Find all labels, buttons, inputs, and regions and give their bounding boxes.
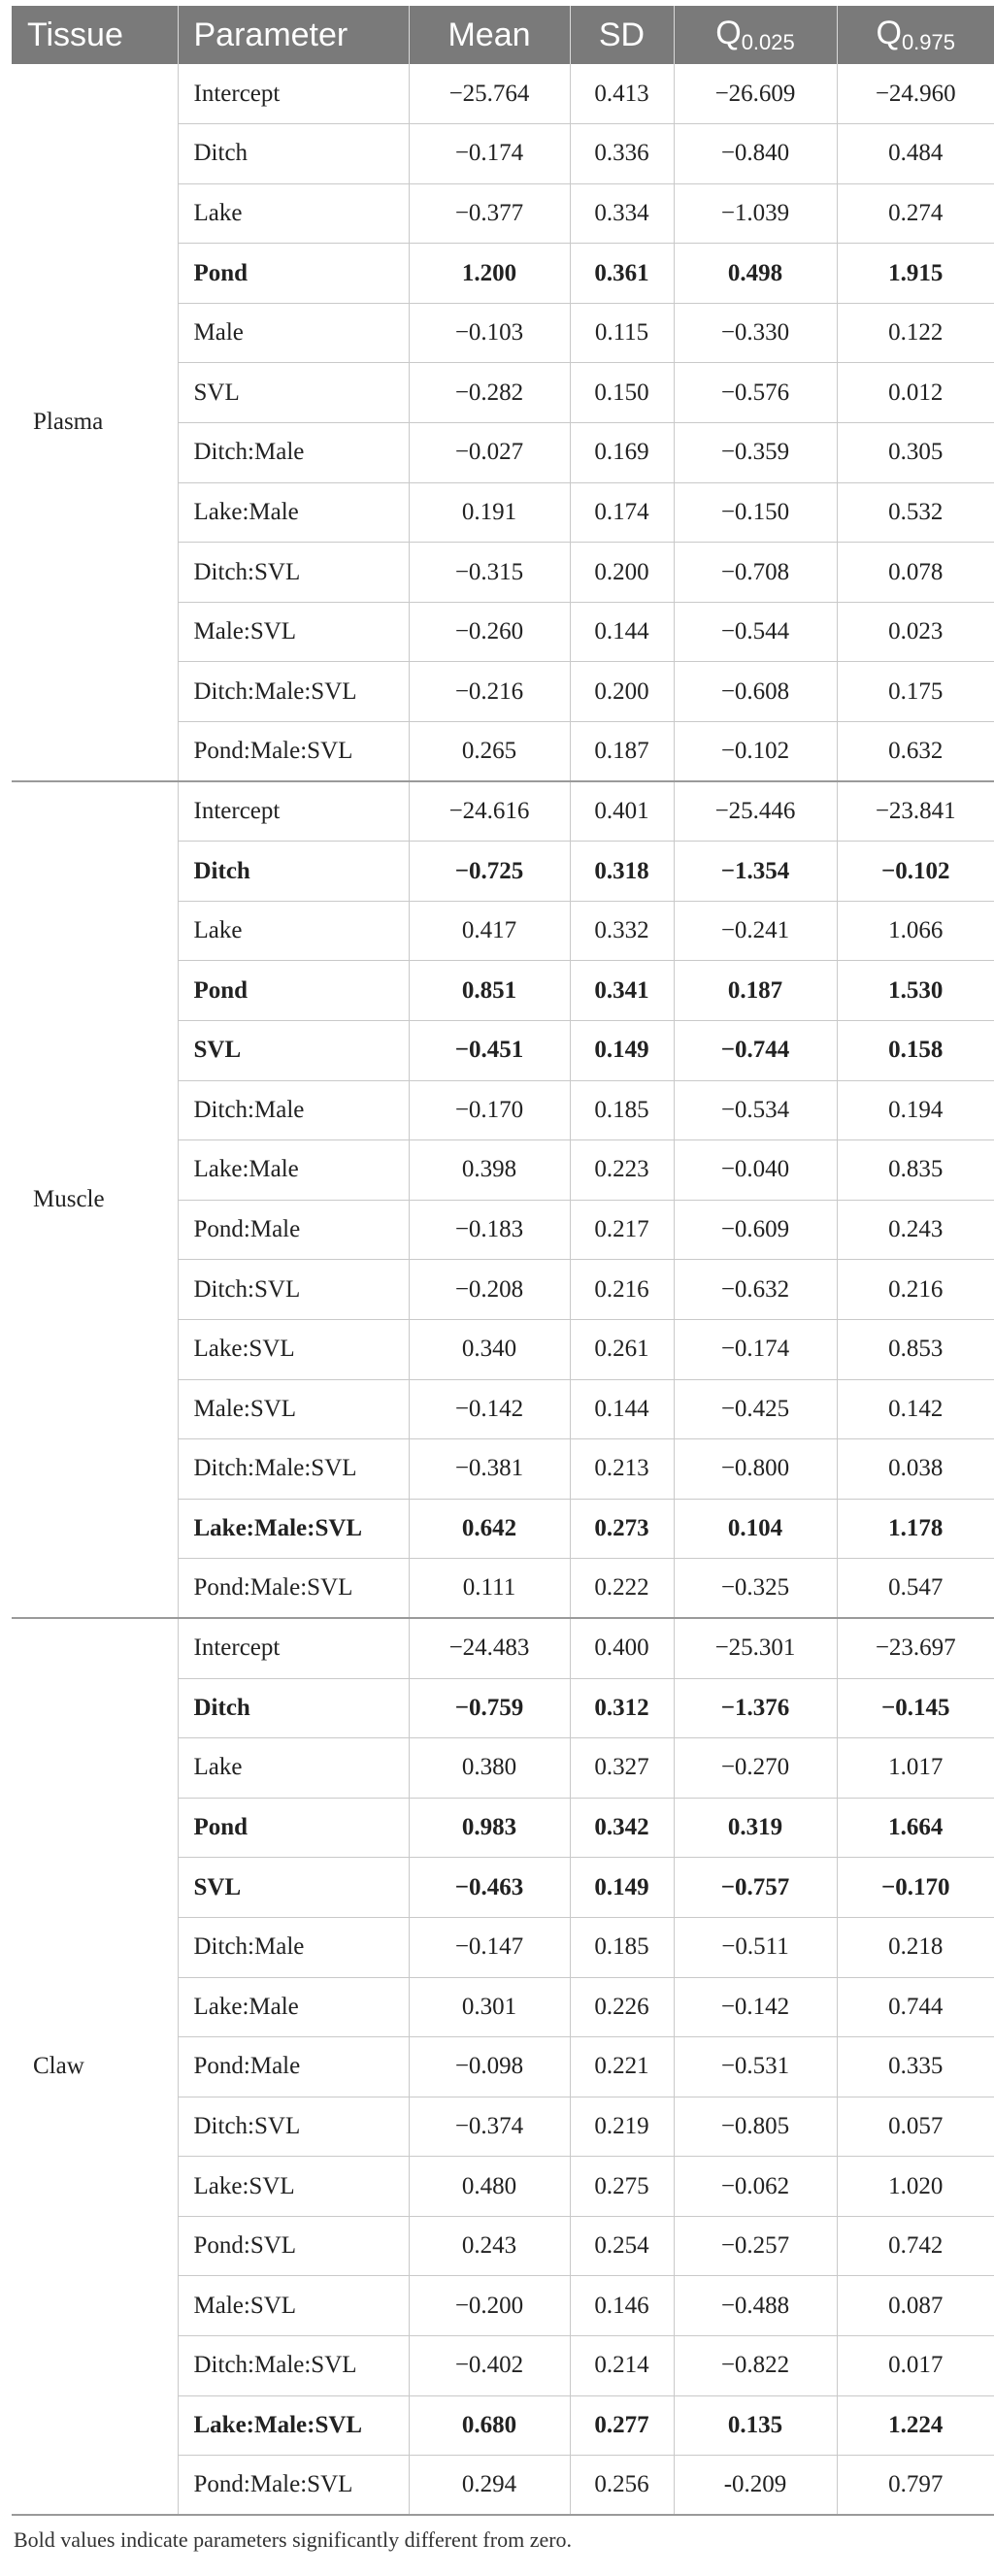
header-q-lower-base: Q (715, 15, 742, 51)
mean-cell: −0.759 (409, 1678, 570, 1738)
mean-cell: −25.764 (409, 64, 570, 124)
q-lower-cell: −0.840 (674, 124, 837, 184)
sd-cell: 0.149 (570, 1858, 674, 1918)
parameter-cell: Lake:Male:SVL (178, 1499, 409, 1559)
q-upper-cell: 1.017 (837, 1738, 994, 1799)
sd-cell: 0.277 (570, 2395, 674, 2456)
sd-cell: 0.226 (570, 1977, 674, 2037)
mean-cell: −24.616 (409, 781, 570, 842)
table-row (12, 64, 994, 124)
parameter-cell: Ditch:SVL (178, 543, 409, 603)
q-upper-cell: 0.023 (837, 602, 994, 662)
parameter-cell: Ditch (178, 1678, 409, 1738)
mean-cell: −0.183 (409, 1200, 570, 1260)
header-parameter: Parameter (178, 6, 409, 64)
q-lower-cell: −0.708 (674, 543, 837, 603)
q-lower-cell: −25.301 (674, 1618, 837, 1678)
q-upper-cell: 0.243 (837, 1200, 994, 1260)
mean-cell: −0.402 (409, 2336, 570, 2396)
q-upper-cell: 0.742 (837, 2216, 994, 2276)
q-lower-cell: −26.609 (674, 64, 837, 124)
parameter-cell: Lake:SVL (178, 2157, 409, 2217)
q-lower-cell: −0.576 (674, 363, 837, 423)
q-lower-cell: −0.142 (674, 1977, 837, 2037)
parameter-cell: Ditch:Male:SVL (178, 1439, 409, 1500)
q-upper-cell: 0.835 (837, 1140, 994, 1201)
sd-cell: 0.221 (570, 2037, 674, 2097)
q-upper-cell: −23.697 (837, 1618, 994, 1678)
q-lower-cell: −0.330 (674, 303, 837, 363)
header-q-lower (674, 6, 837, 64)
q-lower-cell: −0.805 (674, 2097, 837, 2157)
sd-cell: 0.144 (570, 602, 674, 662)
parameter-cell: Pond:Male:SVL (178, 722, 409, 782)
parameter-cell: Pond:Male (178, 2037, 409, 2097)
q-upper-cell: 1.020 (837, 2157, 994, 2217)
header-tissue: Tissue (12, 6, 178, 64)
mean-cell: −24.483 (409, 1618, 570, 1678)
sd-cell: 0.312 (570, 1678, 674, 1738)
q-upper-cell: 0.175 (837, 662, 994, 722)
results-table (12, 6, 994, 2516)
mean-cell: −0.200 (409, 2276, 570, 2336)
mean-cell: −0.282 (409, 363, 570, 423)
q-upper-cell: 0.216 (837, 1260, 994, 1320)
parameter-cell: Lake:Male:SVL (178, 2395, 409, 2456)
table-row (12, 781, 994, 842)
q-lower-cell: −0.174 (674, 1319, 837, 1379)
parameter-cell: Pond (178, 1798, 409, 1858)
parameter-cell: Intercept (178, 1618, 409, 1678)
mean-cell: −0.315 (409, 543, 570, 603)
sd-cell: 0.219 (570, 2097, 674, 2157)
q-upper-cell: 0.335 (837, 2037, 994, 2097)
sd-cell: 0.327 (570, 1738, 674, 1799)
parameter-cell: SVL (178, 363, 409, 423)
parameter-cell: Pond:Male (178, 1200, 409, 1260)
sd-cell: 0.200 (570, 543, 674, 603)
sd-cell: 0.115 (570, 303, 674, 363)
parameter-cell: Lake:Male (178, 1140, 409, 1201)
tissue-cell: Plasma (12, 64, 178, 781)
mean-cell: 0.417 (409, 901, 570, 961)
mean-cell: 0.680 (409, 2395, 570, 2456)
q-upper-cell: −0.170 (837, 1858, 994, 1918)
sd-cell: 0.401 (570, 781, 674, 842)
q-lower-cell: −1.376 (674, 1678, 837, 1738)
mean-cell: 0.398 (409, 1140, 570, 1201)
q-upper-cell: 0.012 (837, 363, 994, 423)
q-upper-cell: −24.960 (837, 64, 994, 124)
q-lower-cell: −0.544 (674, 602, 837, 662)
sd-cell: 0.223 (570, 1140, 674, 1201)
q-lower-cell: −0.102 (674, 722, 837, 782)
tissue-cell: Claw (12, 1618, 178, 2515)
sd-cell: 0.334 (570, 183, 674, 244)
mean-cell: −0.174 (409, 124, 570, 184)
table-row (12, 1618, 994, 1678)
mean-cell: 0.480 (409, 2157, 570, 2217)
mean-cell: −0.381 (409, 1439, 570, 1500)
q-lower-cell: −0.531 (674, 2037, 837, 2097)
q-lower-cell: −0.609 (674, 1200, 837, 1260)
q-upper-cell: 1.066 (837, 901, 994, 961)
sd-cell: 0.149 (570, 1021, 674, 1081)
mean-cell: −0.451 (409, 1021, 570, 1081)
q-lower-cell: −0.325 (674, 1559, 837, 1619)
sd-cell: 0.261 (570, 1319, 674, 1379)
header-q-upper-base: Q (876, 15, 902, 51)
parameter-cell: Pond (178, 961, 409, 1021)
sd-cell: 0.254 (570, 2216, 674, 2276)
sd-cell: 0.217 (570, 1200, 674, 1260)
q-upper-cell: 1.530 (837, 961, 994, 1021)
parameter-cell: Lake (178, 901, 409, 961)
table-header (12, 6, 994, 64)
q-lower-cell: −1.354 (674, 842, 837, 902)
q-upper-cell: 0.744 (837, 1977, 994, 2037)
mean-cell: −0.377 (409, 183, 570, 244)
mean-cell: 0.111 (409, 1559, 570, 1619)
q-lower-cell: −0.040 (674, 1140, 837, 1201)
q-upper-cell: 0.142 (837, 1379, 994, 1439)
mean-cell: 0.642 (409, 1499, 570, 1559)
q-lower-cell: −0.744 (674, 1021, 837, 1081)
q-lower-cell: −0.488 (674, 2276, 837, 2336)
sd-cell: 0.169 (570, 423, 674, 483)
sd-cell: 0.342 (570, 1798, 674, 1858)
q-upper-cell: −0.145 (837, 1678, 994, 1738)
mean-cell: −0.374 (409, 2097, 570, 2157)
q-upper-cell: 0.087 (837, 2276, 994, 2336)
parameter-cell: Intercept (178, 64, 409, 124)
sd-cell: 0.361 (570, 244, 674, 304)
sd-cell: 0.341 (570, 961, 674, 1021)
mean-cell: 0.294 (409, 2456, 570, 2516)
parameter-cell: Lake:SVL (178, 1319, 409, 1379)
q-upper-cell: −23.841 (837, 781, 994, 842)
parameter-cell: Ditch:Male (178, 1917, 409, 1977)
sd-cell: 0.273 (570, 1499, 674, 1559)
q-lower-cell: −0.257 (674, 2216, 837, 2276)
sd-cell: 0.336 (570, 124, 674, 184)
q-lower-cell: 0.187 (674, 961, 837, 1021)
sd-cell: 0.213 (570, 1439, 674, 1500)
q-lower-cell: -0.209 (674, 2456, 837, 2516)
q-lower-cell: −0.800 (674, 1439, 837, 1500)
sd-cell: 0.187 (570, 722, 674, 782)
q-upper-cell: 0.484 (837, 124, 994, 184)
q-upper-cell: 0.218 (837, 1917, 994, 1977)
parameter-cell: Male (178, 303, 409, 363)
mean-cell: 0.265 (409, 722, 570, 782)
q-upper-cell: 0.797 (837, 2456, 994, 2516)
q-upper-cell: 0.122 (837, 303, 994, 363)
parameter-cell: Male:SVL (178, 602, 409, 662)
q-lower-cell: −0.425 (674, 1379, 837, 1439)
sd-cell: 0.150 (570, 363, 674, 423)
q-lower-cell: −0.359 (674, 423, 837, 483)
sd-cell: 0.400 (570, 1618, 674, 1678)
q-lower-cell: −0.608 (674, 662, 837, 722)
mean-cell: −0.027 (409, 423, 570, 483)
q-upper-cell: 1.224 (837, 2395, 994, 2456)
q-upper-cell: 0.038 (837, 1439, 994, 1500)
mean-cell: −0.142 (409, 1379, 570, 1439)
mean-cell: −0.260 (409, 602, 570, 662)
header-q-upper (837, 6, 994, 64)
sd-cell: 0.146 (570, 2276, 674, 2336)
sd-cell: 0.216 (570, 1260, 674, 1320)
parameter-cell: Pond:Male:SVL (178, 2456, 409, 2516)
parameter-cell: Ditch:Male:SVL (178, 2336, 409, 2396)
q-lower-cell: −0.511 (674, 1917, 837, 1977)
parameter-cell: Intercept (178, 781, 409, 842)
sd-cell: 0.200 (570, 662, 674, 722)
q-lower-cell: −0.822 (674, 2336, 837, 2396)
mean-cell: −0.463 (409, 1858, 570, 1918)
mean-cell: 0.301 (409, 1977, 570, 2037)
q-upper-cell: −0.102 (837, 842, 994, 902)
q-upper-cell: 1.178 (837, 1499, 994, 1559)
mean-cell: −0.098 (409, 2037, 570, 2097)
parameter-cell: Ditch (178, 124, 409, 184)
sd-cell: 0.413 (570, 64, 674, 124)
parameter-cell: SVL (178, 1021, 409, 1081)
parameter-cell: Male:SVL (178, 1379, 409, 1439)
sd-cell: 0.185 (570, 1080, 674, 1140)
parameter-cell: Ditch:Male:SVL (178, 662, 409, 722)
parameter-cell: Lake:Male (178, 1977, 409, 2037)
parameter-cell: Ditch:SVL (178, 2097, 409, 2157)
sd-cell: 0.214 (570, 2336, 674, 2396)
q-lower-cell: −0.241 (674, 901, 837, 961)
sd-cell: 0.256 (570, 2456, 674, 2516)
q-lower-cell: 0.498 (674, 244, 837, 304)
q-upper-cell: 0.017 (837, 2336, 994, 2396)
mean-cell: −0.147 (409, 1917, 570, 1977)
q-lower-cell: −0.150 (674, 482, 837, 543)
parameter-cell: Pond:SVL (178, 2216, 409, 2276)
q-upper-cell: 0.158 (837, 1021, 994, 1081)
q-lower-cell: −0.632 (674, 1260, 837, 1320)
parameter-cell: Male:SVL (178, 2276, 409, 2336)
q-upper-cell: 0.632 (837, 722, 994, 782)
q-upper-cell: 0.532 (837, 482, 994, 543)
header-sd: SD (570, 6, 674, 64)
parameter-cell: Lake (178, 1738, 409, 1799)
q-lower-cell: −0.062 (674, 2157, 837, 2217)
parameter-cell: Lake:Male (178, 482, 409, 543)
mean-cell: −0.103 (409, 303, 570, 363)
mean-cell: 1.200 (409, 244, 570, 304)
header-q-lower-sub: 0.025 (741, 30, 795, 54)
q-upper-cell: 0.078 (837, 543, 994, 603)
mean-cell: −0.725 (409, 842, 570, 902)
parameter-cell: Pond:Male:SVL (178, 1559, 409, 1619)
sd-cell: 0.332 (570, 901, 674, 961)
q-upper-cell: 0.194 (837, 1080, 994, 1140)
mean-cell: 0.191 (409, 482, 570, 543)
parameter-cell: Pond (178, 244, 409, 304)
mean-cell: 0.380 (409, 1738, 570, 1799)
mean-cell: 0.340 (409, 1319, 570, 1379)
mean-cell: 0.243 (409, 2216, 570, 2276)
q-upper-cell: 1.664 (837, 1798, 994, 1858)
mean-cell: −0.216 (409, 662, 570, 722)
sd-cell: 0.144 (570, 1379, 674, 1439)
q-upper-cell: 0.853 (837, 1319, 994, 1379)
parameter-cell: Ditch:Male (178, 1080, 409, 1140)
mean-cell: 0.983 (409, 1798, 570, 1858)
q-lower-cell: −0.534 (674, 1080, 837, 1140)
parameter-cell: Lake (178, 183, 409, 244)
sd-cell: 0.275 (570, 2157, 674, 2217)
q-upper-cell: 0.305 (837, 423, 994, 483)
q-lower-cell: 0.319 (674, 1798, 837, 1858)
header-row (12, 6, 994, 64)
sd-cell: 0.174 (570, 482, 674, 543)
sd-cell: 0.185 (570, 1917, 674, 1977)
header-mean: Mean (409, 6, 570, 64)
parameter-cell: SVL (178, 1858, 409, 1918)
q-lower-cell: −1.039 (674, 183, 837, 244)
q-upper-cell: 1.915 (837, 244, 994, 304)
table-container (12, 6, 994, 2553)
mean-cell: 0.851 (409, 961, 570, 1021)
q-lower-cell: −0.757 (674, 1858, 837, 1918)
table-body (12, 64, 994, 2515)
q-lower-cell: 0.135 (674, 2395, 837, 2456)
q-upper-cell: 0.547 (837, 1559, 994, 1619)
header-q-upper-sub: 0.975 (901, 30, 955, 54)
q-lower-cell: −0.270 (674, 1738, 837, 1799)
sd-cell: 0.222 (570, 1559, 674, 1619)
table-footnote: Bold values indicate parameters significantly different from zero. (14, 2527, 573, 2553)
q-upper-cell: 0.057 (837, 2097, 994, 2157)
sd-cell: 0.318 (570, 842, 674, 902)
parameter-cell: Ditch:Male (178, 423, 409, 483)
parameter-cell: Ditch:SVL (178, 1260, 409, 1320)
q-lower-cell: 0.104 (674, 1499, 837, 1559)
tissue-cell: Muscle (12, 781, 178, 1618)
parameter-cell: Ditch (178, 842, 409, 902)
q-lower-cell: −25.446 (674, 781, 837, 842)
mean-cell: −0.170 (409, 1080, 570, 1140)
mean-cell: −0.208 (409, 1260, 570, 1320)
q-upper-cell: 0.274 (837, 183, 994, 244)
